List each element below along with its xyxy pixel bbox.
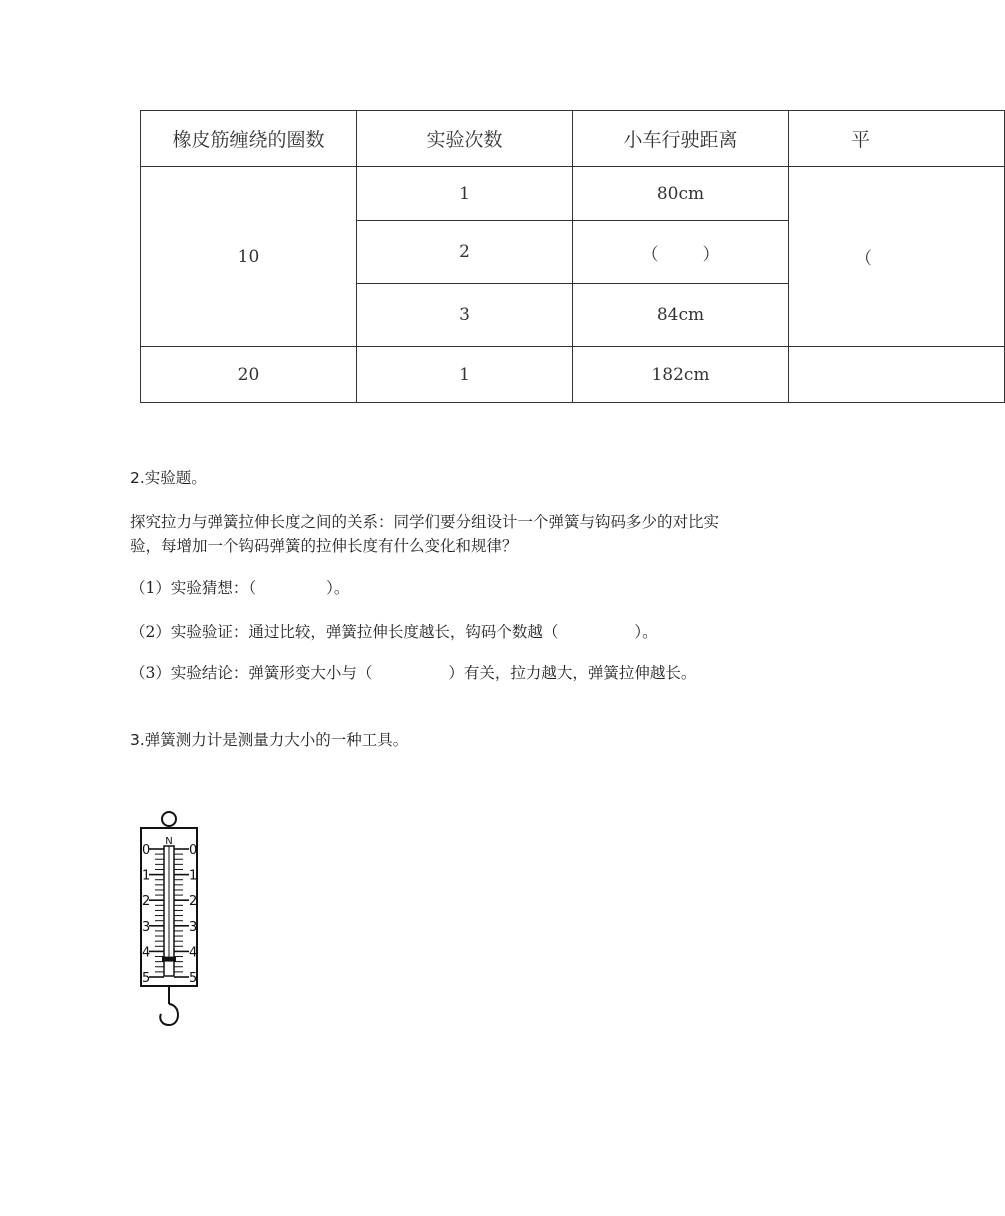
- step-1-hypothesis: [130, 576, 349, 600]
- scale-label-left: 0: [142, 843, 151, 858]
- scale-label-right: 4: [189, 945, 198, 961]
- cell-distance-blank: [573, 221, 789, 284]
- cell-average-blank: （: [789, 167, 1005, 347]
- scale-label-left: 4: [142, 945, 151, 961]
- header-distance: 小车行驶距离: [573, 111, 789, 167]
- cell-distance: 182cm: [573, 347, 789, 403]
- top-ring: [162, 812, 176, 826]
- hook: [160, 1004, 178, 1025]
- cell-trial: 2: [357, 221, 573, 284]
- scale-label-right: 5: [189, 971, 198, 986]
- spring-scale-figure: [134, 806, 204, 1032]
- scale-label-right: 3: [189, 919, 198, 935]
- cell-trial: 1: [357, 167, 573, 221]
- scale-label-right: 1: [189, 868, 198, 884]
- step-text: ）有关，拉力越大，弹簧拉伸越长。: [448, 664, 697, 682]
- cell-trial: 1: [357, 347, 573, 403]
- blank-close-paren: ）: [702, 244, 720, 265]
- cell-turns-10: 10: [141, 167, 357, 347]
- scale-label-left: 2: [142, 894, 151, 910]
- step-text: ）。: [634, 623, 658, 641]
- step-3-conclusion: [130, 661, 730, 685]
- header-turns: 橡皮筋缠绕的圈数: [141, 111, 357, 167]
- scale-label-left: 1: [142, 868, 151, 884]
- header-trial: 实验次数: [357, 111, 573, 167]
- question-number: 3.: [130, 731, 145, 749]
- blank-open-paren: （: [641, 244, 659, 265]
- unit-label: N: [165, 836, 173, 847]
- step-text: ）。: [326, 579, 350, 597]
- scale-label-left: 5: [142, 971, 151, 986]
- cell-average: [789, 347, 1005, 403]
- question-2-prompt: 探究拉力与弹簧拉伸长度之间的关系：同学们要分组设计一个弹簧与钩码多少的对比实验，每增加一个钩码弹簧的拉伸长度有什么变化和规律？: [130, 513, 720, 555]
- scale-label-right: 2: [189, 894, 198, 910]
- header-average: 平: [789, 111, 1005, 167]
- cell-trial: 3: [357, 284, 573, 347]
- spring-scale-svg: [134, 806, 204, 1032]
- question-number: 2.: [130, 469, 145, 487]
- scale-label-right: 0: [189, 843, 198, 858]
- question-2-heading: [130, 466, 207, 490]
- question-title: 实验题。: [144, 469, 207, 487]
- step-text: （2）实验验证：通过比较，弹簧拉伸长度越长，钩码个数越（: [130, 623, 559, 641]
- question-3-heading: [130, 728, 408, 752]
- step-text: （1）实验猜想：（: [130, 579, 257, 597]
- cell-turns-20: 20: [141, 347, 357, 403]
- step-2-verification: [130, 620, 658, 644]
- experiment-table: [140, 110, 872, 404]
- scale-label-left: 3: [142, 919, 151, 935]
- step-text: （3）实验结论：弹簧形变大小与（: [130, 664, 373, 682]
- question-title: 弹簧测力计是测量力大小的一种工具。: [144, 731, 409, 749]
- cell-distance: 80cm: [573, 167, 789, 221]
- cell-distance: 84cm: [573, 284, 789, 347]
